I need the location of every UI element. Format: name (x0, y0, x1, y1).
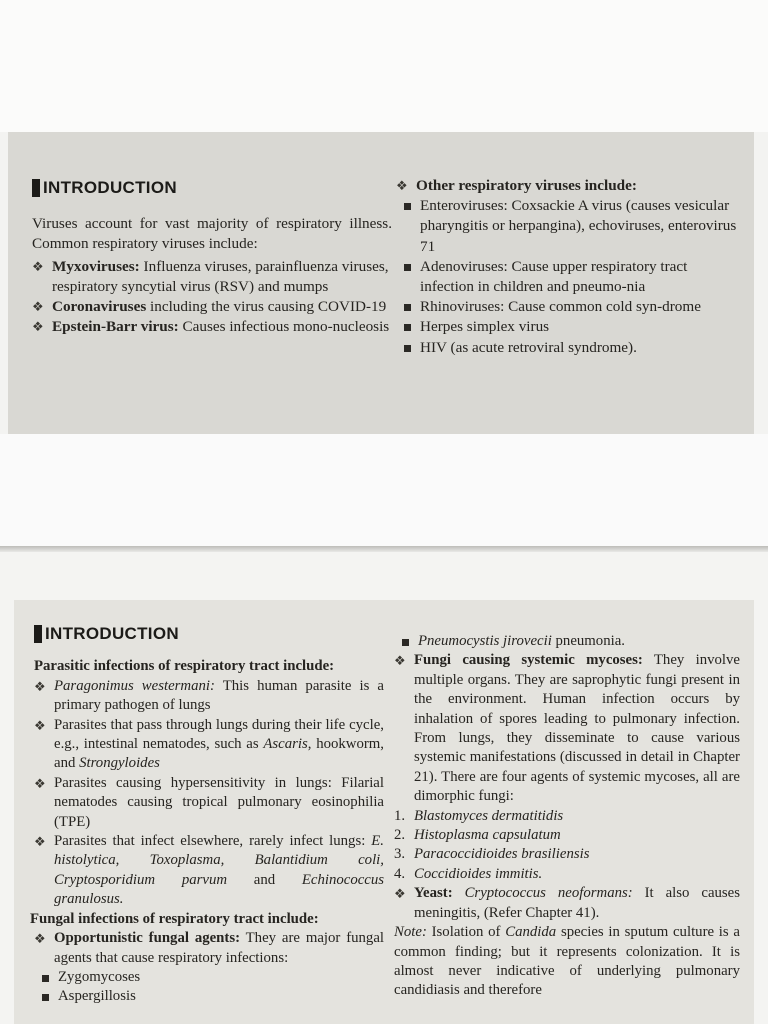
page-gap (0, 434, 768, 546)
list-item: ❖ Parasites that pass through lungs during their life cycle, e.g., intestinal nematodes, such as Ascaris, hookworm, and Strongyloides (34, 716, 385, 772)
intro-paragraph: Viruses account for vast majority of respiratory illness. Common respiratory viruses include: (32, 215, 392, 253)
fungi-right-column (394, 632, 740, 1001)
note-paragraph: Note: Isolation of Candida species in sputum culture is a common finding; but it represents colonization. It is almost never indicative of underlying pulmonary candidiasis and therefore (394, 924, 740, 999)
section-heading (32, 178, 392, 198)
heading-marker (32, 179, 40, 197)
list-item: Adenoviruses: Cause upper respiratory tract infection in children and pneumo-nia (396, 257, 740, 297)
square-bullet-icon (404, 324, 411, 331)
square-bullet-icon (404, 345, 411, 352)
diamond-bullet-icon: ❖ (34, 834, 46, 850)
square-bullet-icon (404, 304, 411, 311)
list-item: ❖ Epstein-Barr virus: Causes infectious mono-nucleosis (32, 317, 392, 337)
diamond-bullet-icon: ❖ (32, 299, 44, 315)
numbered-item: 2. Histoplasma capsulatum (394, 827, 561, 844)
square-bullet-icon (404, 264, 411, 271)
diamond-bullet-icon: ❖ (396, 178, 408, 193)
diamond-bullet-icon: ❖ (394, 653, 406, 669)
list-item: ❖ Yeast: Cryptococcus neoformans: It also causes meningitis, (Refer Chapter 41). (394, 885, 741, 921)
list-item: ❖ Coronaviruses including the virus causing COVID-19 (32, 297, 392, 317)
heading-marker (34, 625, 42, 643)
parasitic-subheading: Parasitic infections of respiratory tract include: (34, 658, 335, 675)
diamond-bullet-icon: ❖ (32, 319, 44, 335)
list-item: ❖ Other respiratory viruses include: (396, 176, 740, 196)
virus-right-column (396, 176, 740, 358)
numbered-item: 1. Blastomyces dermatitidis (394, 807, 564, 824)
diamond-bullet-icon: ❖ (32, 258, 44, 274)
diamond-bullet-icon: ❖ (34, 678, 46, 694)
list-item: ❖ Myxoviruses: Influenza viruses, parainfluenza viruses, respiratory syncytial virus (RSV) and mumps (32, 257, 389, 295)
list-item: ❖ Paragonimus westermani: This human parasite is a primary pathogen of lungs (34, 677, 384, 714)
list-item: Aspergillosis (34, 987, 384, 1006)
fungal-subheading: Fungal infections of respiratory tract include: (30, 910, 319, 927)
diamond-bullet-icon: ❖ (34, 775, 46, 791)
section-heading (34, 624, 384, 643)
square-bullet-icon (402, 639, 409, 646)
list-item: ❖ Parasites that infect elsewhere, rarely infect lungs: E. histolytica, Toxoplasma, Balantidium coli, Cryptosporidium parvum and Echinococcus granulosus. (34, 833, 385, 908)
list-item: Enteroviruses: Coxsackie A virus (causes vesicular pharyngitis or herpangina), echoviruses, enterovirus 71 (396, 196, 740, 257)
diamond-bullet-icon: ❖ (34, 717, 46, 733)
heading-text: INTRODUCTION (43, 178, 177, 197)
heading-text: INTRODUCTION (45, 624, 179, 643)
parasite-left-column (30, 624, 385, 1007)
square-bullet-icon (42, 994, 49, 1001)
virus-left-column (32, 178, 392, 337)
list-item: HIV (as acute retroviral syndrome). (396, 338, 740, 358)
square-bullet-icon (42, 975, 49, 982)
list-item: Pneumocystis jirovecii pneumonia. (394, 632, 740, 651)
virus-intro-card (8, 132, 754, 434)
diamond-bullet-icon: ❖ (394, 886, 406, 902)
list-item: Rhinoviruses: Cause common cold syn-drome (396, 297, 740, 317)
diamond-bullet-icon: ❖ (34, 931, 46, 947)
list-item: ❖ Parasites causing hypersensitivity in lungs: Filarial nematodes causing tropical pulmonary eosinophilia (TPE) (34, 774, 384, 830)
square-bullet-icon (404, 203, 411, 210)
list-item: ❖ Opportunistic fungal agents: They are major fungal agents that cause respiratory infections: (34, 930, 384, 966)
page-top-margin (0, 0, 768, 132)
parasite-fungi-intro-card (14, 600, 754, 1024)
list-item: ❖ Fungi causing systemic mycoses: They involve multiple organs. They are saprophytic fungi present in the environment. Human infection occurs by inhalation of spores leading to pulmonary infection. From lungs, they disseminate to cause various systemic manifestations (discussed in detail in Chapter 21). There are four agents of systemic mycoses, all are dimorphic fungi: (394, 652, 740, 805)
list-item: Zygomycoses (34, 968, 384, 987)
numbered-item: 3. Paracoccidioides brasiliensis (394, 846, 590, 863)
numbered-item: 4. Coccidioides immitis. (394, 865, 543, 882)
list-item: Herpes simplex virus (396, 317, 740, 337)
